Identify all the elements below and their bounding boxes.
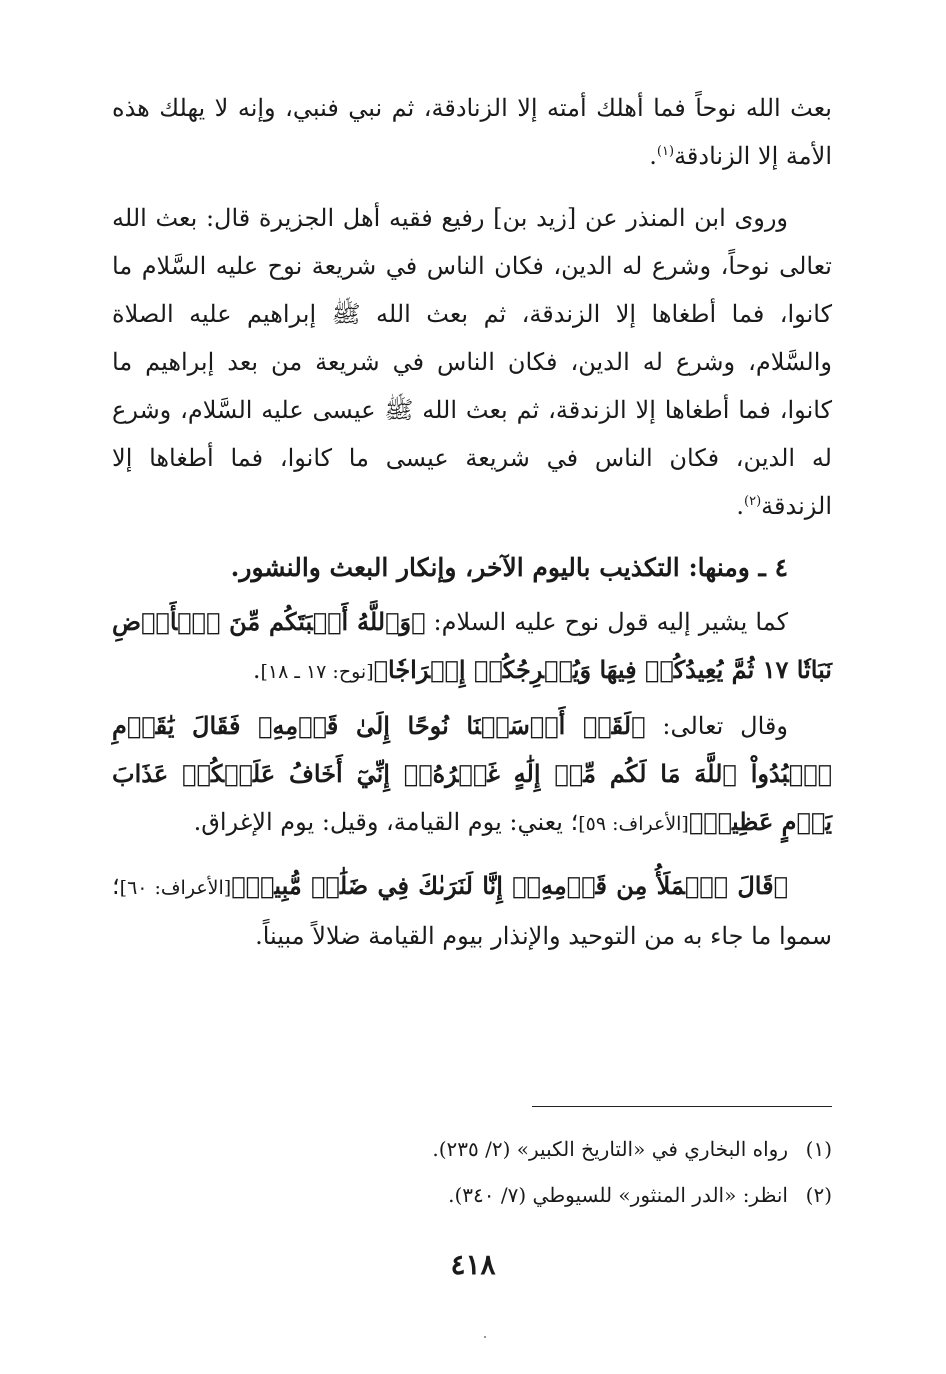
quran-verse-nuh: ﴿وَٱللَّهُ أَنۢبَتَكُم مِّنَ ٱلۡأَرۡضِ نَبَاتٗا ١٧ ثُمَّ يُعِيدُكُمۡ فِيهَا وَيُخۡرِجُكُمۡ إِخۡرَاجٗا﴾	[112, 607, 832, 684]
paragraph-4-intro: وقال تعالى:	[645, 712, 788, 740]
footnote-2-text: انظر: «الدر المنثور» للسيوطي (٧/ ٣٤٠).	[448, 1183, 788, 1207]
footnote-2-number: (٢)	[805, 1183, 832, 1207]
paragraph-3-end: .	[252, 656, 261, 684]
paragraph-1-text: بعث الله نوحاً فما أهلك أمته إلا الزنادقة، ثم نبي فنبي، وإنه لا يهلك هذه الأمة إلا الزنادقة	[112, 94, 832, 170]
paragraph-1	[112, 84, 832, 180]
verse-reference-nuh: [نوح: ١٧ ـ ١٨]	[260, 661, 374, 683]
quran-verse-araf-60: ﴿قَالَ ٱلۡمَلَأُ مِن قَوۡمِهِۦٓ إِنَّا لَنَرَىٰكَ فِي ضَلَٰلٖ مُّبِينٖ﴾	[231, 871, 788, 900]
footnote-1	[112, 1126, 832, 1172]
paragraph-4-rest: ؛ يعني: يوم القيامة، وقيل: يوم الإغراق.	[193, 808, 579, 836]
section-heading: ٤ ـ ومنها: التكذيب باليوم الآخر، وإنكار البعث والنشور.	[230, 553, 788, 582]
quran-verse-araf-59: ﴿لَقَدۡ أَرۡسَلۡنَا نُوحًا إِلَىٰ قَوۡمِهِۦ فَقَالَ يَٰقَوۡمِ ٱعۡبُدُواْ ٱللَّهَ مَا لَكُم مِّنۡ إِلَٰهٍ غَيۡرُهُۥٓ إِنِّيٓ أَخَافُ عَلَيۡكُمۡ عَذَابَ يَوۡمٍ عَظِيمٖ﴾	[112, 711, 832, 836]
paragraph-5	[112, 862, 832, 960]
page-number: ٤١٨	[450, 1248, 496, 1281]
footnote-ref-1[interactable]: (١)	[656, 144, 675, 159]
footnote-2	[112, 1172, 832, 1218]
scan-speck	[484, 1336, 486, 1338]
footnote-1-text: رواه البخاري في «التاريخ الكبير» (٢/ ٢٣٥).	[432, 1137, 788, 1161]
paragraph-3	[112, 598, 832, 696]
paragraph-3-intro: كما يشير إليه قول نوح عليه السلام:	[425, 608, 789, 636]
paragraph-5-rest: ؛ سموا ما جاء به من التوحيد والإنذار بيوم القيامة ضلالاً مبيناً.	[112, 872, 832, 950]
paragraph-2-text: وروى ابن المنذر عن [زيد بن] رفيع فقيه أهل الجزيرة قال: بعث الله تعالى نوحاً، وشرع له الدين، فكان الناس في شريعة نوح عليه السَّلام ما كانوا، فما أطغاها إلا الزندقة، ثم بعث الله ﷺ إبراهيم عليه الصلاة والسَّلام، وشرع له الدين، فكان الناس في شريعة من بعد إبراهيم ما كانوا، فما أطغاها إلا الزندقة، ثم بعث الله ﷺ عيسى عليه السَّلام، وشرع له الدين، فكان الناس في شريعة عيسى ما كانوا، فما أطغاها إلا الزندقة	[112, 204, 832, 520]
footnote-ref-2[interactable]: (٢)	[744, 494, 762, 509]
paragraph-2	[112, 194, 832, 530]
paragraph-2-end: .	[736, 492, 745, 520]
paragraph-4	[112, 702, 832, 848]
verse-reference-araf-60: [الأعراف: ٦٠]	[119, 877, 232, 899]
footnote-1-number: (١)	[805, 1137, 832, 1161]
footnote-divider	[532, 1106, 832, 1107]
verse-reference-araf-59: [الأعراف: ٥٩]	[578, 813, 689, 835]
main-text	[112, 84, 832, 960]
paragraph-1-end: .	[649, 142, 657, 170]
footnotes	[112, 1126, 832, 1218]
